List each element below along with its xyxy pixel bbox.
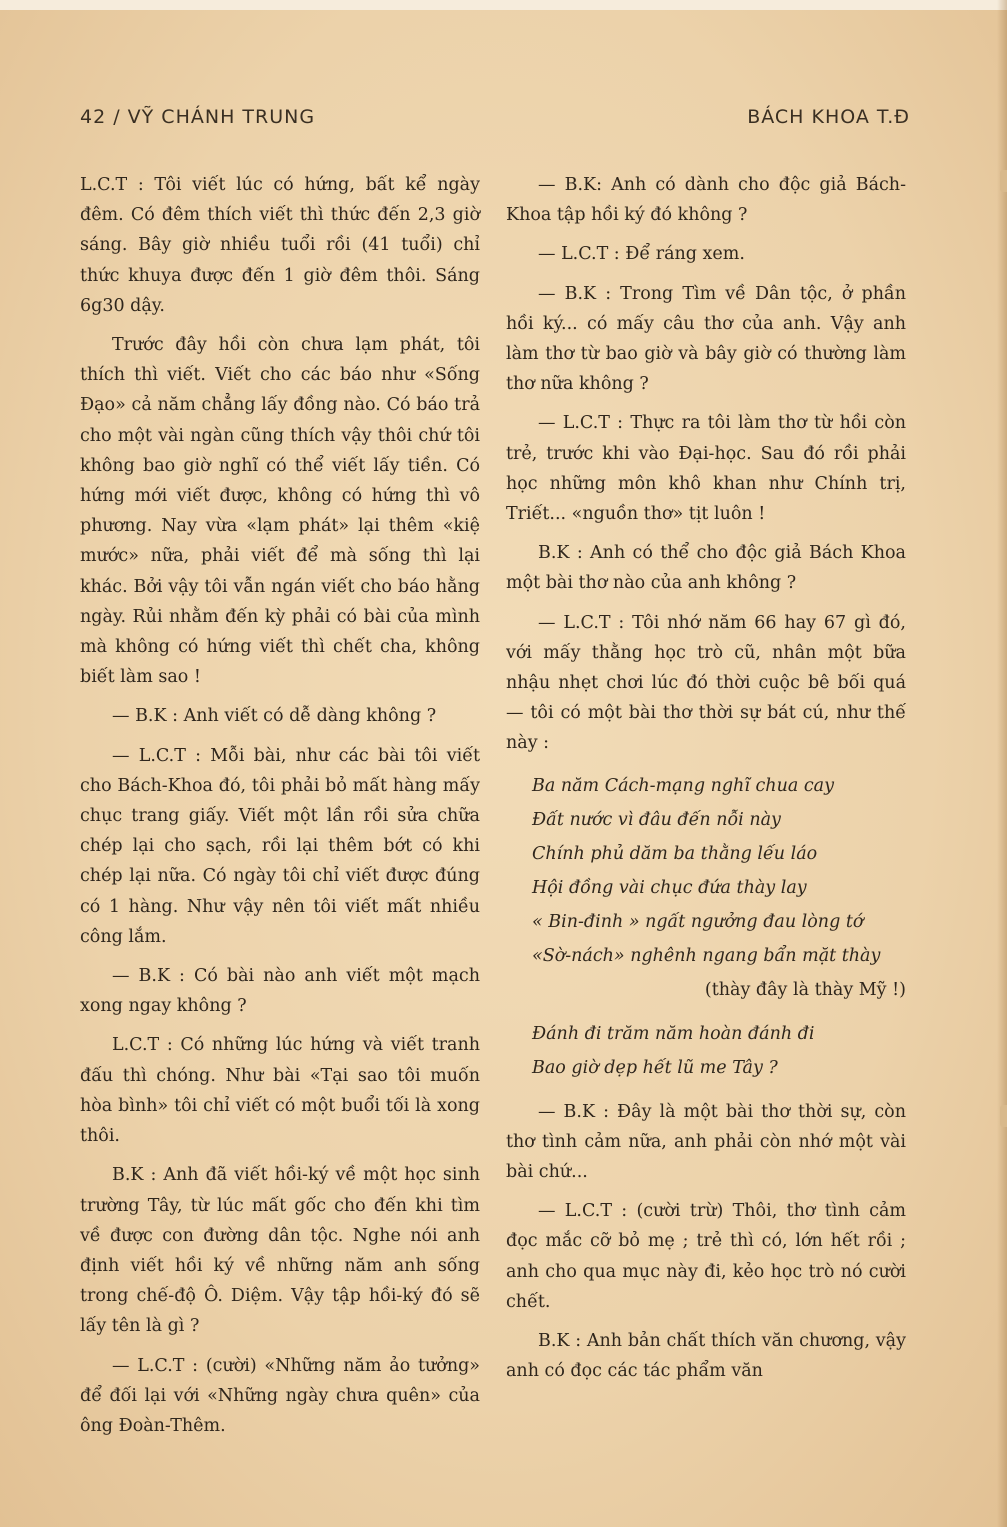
right-column (506, 170, 906, 1395)
poem-line: Bao giờ dẹp hết lũ me Tây ? (532, 1057, 778, 1078)
paragraph: — B.K : Có bài nào anh viết một mạch xong ngay không ? (80, 966, 480, 1017)
paragraph: B.K : Anh bản chất thích văn chương, vậy anh có đọc các tác phẩm văn (506, 1331, 906, 1382)
page-edge-shadow (997, 0, 1007, 1527)
magazine-title: BÁCH KHOA T.Đ (747, 106, 910, 128)
poem-line: « Bin-đinh » ngất ngưởng đau lòng tớ (532, 911, 864, 932)
stanza-break (532, 1007, 906, 1017)
binding-hole-mark (1000, 170, 1007, 192)
poem-line: Chính phủ dăm ba thằng lếu láo (532, 843, 818, 864)
poem-line: Ba năm Cách-mạng nghĩ chua cay (532, 775, 834, 796)
paragraph: — B.K: Anh có dành cho độc giả Bách-Khoa tập hồi ký đó không ? (506, 175, 906, 226)
paragraph: — L.C.T : Mỗi bài, như các bài tôi viết cho Bách-Khoa đó, tôi phải bỏ mất hàng mấy chục trang giấy. Viết một lần rồi sửa chữa chép lại cho sạch, rồi lại thêm bớt có khi chép lại nữa. Có ngày tôi chỉ viết được đúng có 1 hàng. Như vậy nên tôi viết mất nhiều công lắm. (80, 745, 480, 947)
page-top-margin (0, 0, 1007, 10)
poem-line: Đất nước vì đâu đến nỗi này (532, 809, 781, 830)
paragraph: — B.K : Anh viết có dễ dàng không ? (112, 706, 437, 727)
paragraph: — B.K : Trong Tìm về Dân tộc, ở phần hồi ký... có mấy câu thơ của anh. Vậy anh làm thơ từ bao giờ và bây giờ có thường làm thơ nữa không ? (506, 283, 906, 395)
poem-line: Hội đồng vài chục đứa thày lay (532, 877, 807, 898)
paragraph: — L.C.T : Thực ra tôi làm thơ từ hồi còn trẻ, trước khi vào Đại-học. Sau đó rồi phải học những môn khô khan như Chính trị, Triết... «nguồn thơ» tịt luôn ! (506, 413, 906, 525)
paragraph: L.C.T : Tôi viết lúc có hứng, bất kể ngày đêm. Có đêm thích viết thì thức đến 2,3 giờ sáng. Bây giờ nhiều tuổi rồi (41 tuổi) chỉ thức khuya được đến 1 giờ đêm thôi. Sáng 6g30 dậy. (80, 175, 480, 316)
page-number-author: 42 / VỸ CHÁNH TRUNG (80, 106, 316, 128)
poem-line: Đánh đi trăm năm hoàn đánh đi (532, 1023, 815, 1044)
paragraph: — L.C.T : Để ráng xem. (538, 244, 745, 265)
poem-line: «Sờ-nách» nghênh ngang bẩn mặt thày (532, 945, 881, 966)
paragraph: — L.C.T : (cười) «Những năm ảo tưởng» để đối lại với «Những ngày chưa quên» của ông Đoàn-Thêm. (80, 1355, 480, 1436)
paragraph: Trước đây hồi còn chưa lạm phát, tôi thích thì viết. Viết cho các báo như «Sống Đạo» cả năm chẳng lấy đồng nào. Có báo trả cho một vài ngàn cũng thích vậy thôi chứ tôi không bao giờ nghĩ có thể viết lấy tiền. Có hứng mới viết được, không có hứng thì vô phương. Nay vừa «lạm phát» lại thêm «kiệ mước» nữa, phải viết để mà sống thì lại khác. Bởi vậy tôi vẫn ngán viết cho báo hằng ngày. Rủi nhằm đến kỳ phải có bài của mình mà không có hứng viết thì chết cha, không biết làm sao ! (80, 335, 480, 688)
poem-note: (thày đây là thày Mỹ !) (704, 979, 906, 1000)
paragraph: B.K : Anh đã viết hồi-ký về một học sinh trường Tây, từ lúc mất gốc cho đến khi tìm về được con đường dân tộc. Nghe nói anh định viết hồi ký về những năm anh sống trong chế-độ Ô. Diệm. Vậy tập hồi-ký đó sẽ lấy tên là gì ? (80, 1165, 480, 1337)
paragraph: L.C.T : Có những lúc hứng và viết tranh đấu thì chóng. Như bài «Tại sao tôi muốn hòa bình» tôi chỉ viết có một buổi tối là xong thôi. (80, 1035, 480, 1147)
poem (532, 769, 906, 1085)
binding-hole-mark (1000, 1105, 1007, 1127)
running-header (80, 106, 910, 136)
paragraph: — L.C.T : (cười trừ) Thôi, thơ tình cảm đọc mắc cỡ bỏ mẹ ; trẻ thì có, lớn hết rồi ; anh cho qua mục này đi, kẻo học trò nó cười chết. (506, 1201, 906, 1312)
paragraph: B.K : Anh có thể cho độc giả Bách Khoa một bài thơ nào của anh không ? (506, 543, 906, 594)
paragraph: — L.C.T : Tôi nhớ năm 66 hay 67 gì đó, với mấy thằng học trò cũ, nhân một bữa nhậu nhẹt chơi lúc đó thời cuộc bê bối quá — tôi có một bài thơ thời sự bát cú, như thế này : (506, 612, 906, 754)
left-column (80, 170, 480, 1450)
paragraph: — B.K : Đây là một bài thơ thời sự, còn thơ tình cảm nữa, anh phải còn nhớ một vài bài chứ... (506, 1101, 906, 1183)
